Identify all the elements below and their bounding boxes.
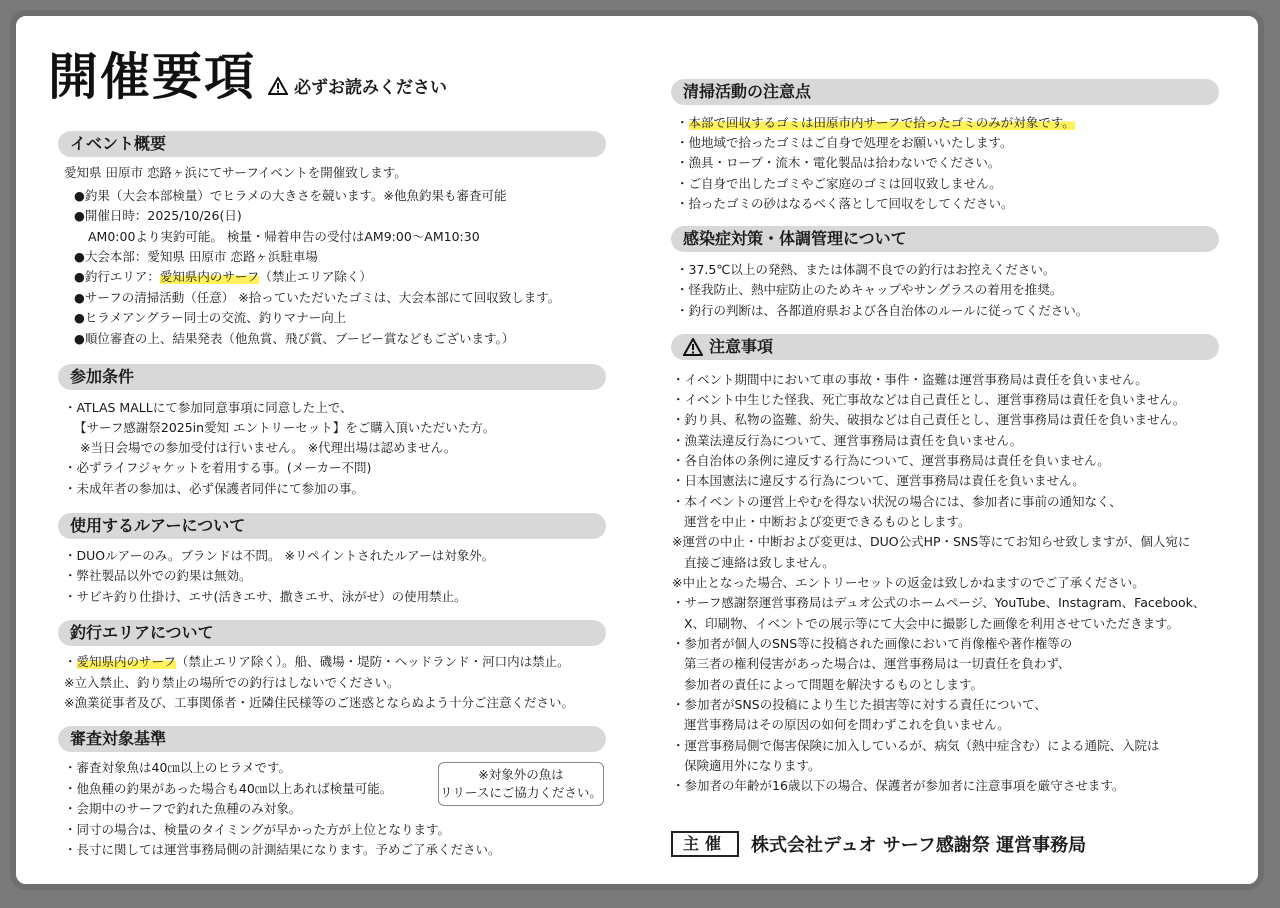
notes-line: ・本イベントの運営上やむを得ない状況の場合には、参加者に事前の通知なく、 [672,494,1122,509]
area-highlight: 愛知県内のサーフ [76,654,176,669]
notes-line: 参加者の責任によって問題を解決するものとします。 [684,677,984,692]
event-area-label: ●釣行エリア： [74,269,160,284]
warning-icon [268,77,288,95]
cleanup-line: ・他地域で拾ったゴミはご自身で処理をお願いいたします。 [676,135,1013,150]
section-area-heading: 釣行エリアについて [58,620,606,646]
must-read-notice [268,73,447,98]
release-note-box [438,762,604,806]
notes-line: ・イベント期間中において車の事故・事件・盗難は運営事務局は責任を負いません。 [672,372,1148,387]
event-intro: 愛知県 田原市 恋路ヶ浜にてサーフイベントを開催致します。 [64,165,407,180]
notes-line: ・イベント中生じた怪我、死亡事故などは自己責任とし、運営事務局は責任を負いません。 [672,392,1186,407]
notes-line: 第三者の権利侵害があった場合は、運営事務局は一切責任を負わず、 [684,656,1071,671]
page-title: 開催要項 [48,48,256,106]
organizer-name: 株式会社デュオ サーフ感謝祭 運営事務局 [751,835,1087,856]
section-notes-heading [671,334,1219,360]
event-line: AM0:00より実釣可能。 検量・帰着申告の受付はAM9:00～AM10:30 [88,229,480,244]
notes-line: ・釣り具、私物の盗難、紛失、破損などは自己責任とし、運営事務局は責任を負いません。 [672,412,1186,427]
event-line: ●サーフの清掃活動（任意） ※拾っていただいたゴミは、大会本部にて回収致します。 [74,290,561,305]
notes-line: ・各自治体の条例に違反する行為について、運営事務局は責任を負いません。 [672,453,1110,468]
cleanup-line: ・ご自身で出したゴミやご家庭のゴミは回収致しません。 [676,176,1002,191]
notes-line: 直接ご連絡は致しません。 [684,555,835,570]
event-line: ●ヒラメアングラー同士の交流、釣りマナー向上 [74,310,347,325]
notes-line: ※中止となった場合、エントリーセットの返金は致しかねますのでご了承ください。 [672,575,1145,590]
event-line: ●大会本部：愛知県 田原市 恋路ヶ浜駐車場 [74,249,318,264]
event-line: ●順位審査の上、結果発表（他魚賞、飛び賞、ブービー賞などもございます。） [74,331,515,346]
area-line [64,652,570,672]
judging-line: ・会期中のサーフで釣れた魚種のみ対象。 [64,801,302,816]
warning-icon [683,338,703,356]
participation-line: 【サーフ感謝祭2025in愛知 エントリーセット】をご購入頂いただいた方。 [74,420,496,435]
participation-line: ・必ずライフジャケットを着用する事。(メーカー不問) [64,460,372,475]
section-judging-heading: 審査対象基準 [58,726,606,752]
cleanup-line: ・漁具・ロープ・流木・電化製品は拾わないでください。 [676,155,1001,170]
section-lures-heading: 使用するルアーについて [58,513,606,539]
judging-line: ・同寸の場合は、検量のタイミングが早かった方が上位となります。 [64,822,451,837]
section-participation-heading: 参加条件 [58,364,606,390]
participation-line: ※当日会場での参加受付は行いません。 ※代理出場は認めません。 [80,440,457,455]
section-event-heading: イベント概要 [58,131,606,157]
notes-line: ・参加者がSNSの投稿により生じた損害等に対する責任について、 [672,697,1047,712]
health-line: ・37.5℃以上の発熱、または体調不良での釣行はお控えください。 [676,262,1056,277]
release-note-line: ※対象外の魚は [478,767,564,782]
lures-line: ・弊社製品以外での釣果は無効。 [64,568,252,583]
notes-line: ・日本国憲法に違反する行為について、運営事務局は責任を負いません。 [672,473,1085,488]
event-line: ●釣果（大会本部検量）でヒラメの大きさを競います。※他魚釣果も審査可能 [74,188,507,203]
event-line: ●開催日時：2025/10/26(日) [74,208,242,223]
notes-line: ・漁業法違反行為について、運営事務局は責任を負いません。 [672,433,1023,448]
notes-line: ・参加者が個人のSNS等に投稿された画像において肖像権や著作権等の [672,636,1073,651]
cleanup-line [676,113,1075,133]
title-row [48,48,447,106]
cleanup-highlight: 本部で回収するゴミは田原市内サーフで拾ったゴミのみが対象です。 [688,115,1075,130]
notes-heading-text: 注意事項 [709,337,774,356]
judging-line: ・審査対象魚は40㎝以上のヒラメです。 [64,760,292,775]
health-line: ・釣行の判断は、各都道府県および各自治体のルールに従ってください。 [676,303,1089,318]
area-line: ※立入禁止、釣り禁止の場所での釣行はしないでください。 [64,675,400,690]
event-area-highlight: 愛知県内のサーフ [159,269,260,284]
participation-line: ・ATLAS MALLにて参加同意事項に同意した上で、 [64,400,353,415]
area-line: ※漁業従事者及び、工事関係者・近隣住民様等のご迷惑とならぬよう十分ご注意ください。 [64,695,574,710]
area-note: （禁止エリア除く）。船、磯場・堤防・ヘッドランド・河口内は禁止。 [175,654,570,669]
notes-line: ・参加者の年齢が16歳以下の場合、保護者が参加者に注意事項を厳守させます。 [672,778,1125,793]
judging-line: ・長寸に関しては運営事務局側の計測結果になります。予めご了承ください。 [64,842,501,857]
cleanup-line: ・拾ったゴミの砂はなるべく落として回収をしてください。 [676,196,1014,211]
organizer-label: 主催 [671,831,739,857]
release-note-line: リリースにご協力ください。 [440,785,602,800]
notes-line: 運営を中止・中断および変更できるものとします。 [684,514,971,529]
notes-line: 保険適用外になります。 [684,758,821,773]
notes-line: X、印刷物、イベントでの展示等にて大会中に撮影した画像を利用させていただきます。 [684,616,1180,631]
area-bullet: ・ [64,654,77,669]
must-read-text: 必ずお読みください [294,78,447,98]
notes-line: ※運営の中止・中断および変更は、DUO公式HP・SNS等にてお知らせ致しますが、個人宛に [672,534,1191,549]
lures-line: ・DUOルアーのみ。ブランドは不問。 ※リペイントされたルアーは対象外。 [64,548,495,563]
lures-line: ・サビキ釣り仕掛け、エサ(活きエサ、撒きエサ、泳がせ）の使用禁止。 [64,589,467,604]
organizer [671,831,1086,857]
notes-line: ・運営事務局側で傷害保険に加入しているが、病気（熱中症含む）による通院、入院は [672,738,1160,753]
participation-line: ・未成年者の参加は、必ず保護者同伴にて参加の事。 [64,481,365,496]
notes-line: ・サーフ感謝祭運営事務局はデュオ公式のホームページ、YouTube、Instagram、Facebook、 [672,595,1206,610]
judging-line: ・他魚種の釣果があった場合も40㎝以上あれば検量可能。 [64,781,393,796]
section-cleanup-heading: 清掃活動の注意点 [671,79,1219,105]
cleanup-bullet: ・ [676,115,689,130]
section-health-heading: 感染症対策・体調管理について [671,226,1219,252]
event-line-area [74,267,372,287]
event-area-note: （禁止エリア除く） [259,269,372,284]
notes-line: 運営事務局はその原因の如何を問わずこれを負いません。 [684,717,1010,732]
health-line: ・怪我防止、熱中症防止のためキャップやサングラスの着用を推奨。 [676,282,1063,297]
